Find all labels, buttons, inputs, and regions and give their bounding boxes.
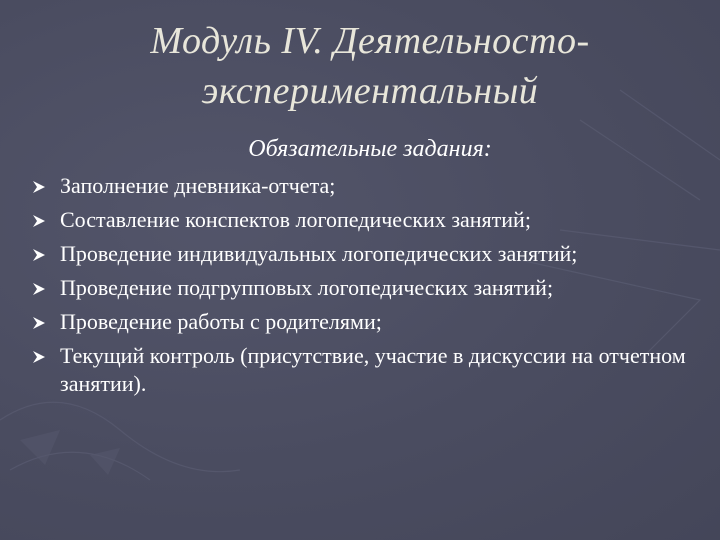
arrowhead-bullet-icon (32, 214, 46, 228)
bullet-item (32, 206, 702, 234)
bullet-item (32, 240, 702, 268)
bullet-item (32, 172, 702, 200)
bullet-item (32, 274, 702, 302)
bullet-text: Составление конспектов логопедических занятий; (60, 207, 531, 232)
arrowhead-bullet-icon (32, 350, 46, 364)
bullet-text: Проведение индивидуальных логопедических занятий; (60, 241, 578, 266)
bullet-item (32, 342, 702, 398)
arrowhead-bullet-icon (32, 282, 46, 296)
arrowhead-bullet-icon (32, 248, 46, 262)
bullet-item (32, 308, 702, 336)
bullet-list (32, 172, 702, 404)
bullet-text: Заполнение дневника-отчета; (60, 173, 336, 198)
slide-title: Модуль IV. Деятельносто-экспериментальный (150, 20, 590, 112)
arrowhead-bullet-icon (32, 180, 46, 194)
slide-subtitle: Обязательные задания: (248, 136, 492, 162)
arrowhead-bullet-icon (32, 316, 46, 330)
bullet-text: Проведение работы с родителями; (60, 309, 382, 334)
bullet-text: Текущий контроль (присутствие, участие в дискуссии на отчетном занятии). (60, 343, 686, 396)
bullet-text: Проведение подгрупповых логопедических занятий; (60, 275, 554, 300)
